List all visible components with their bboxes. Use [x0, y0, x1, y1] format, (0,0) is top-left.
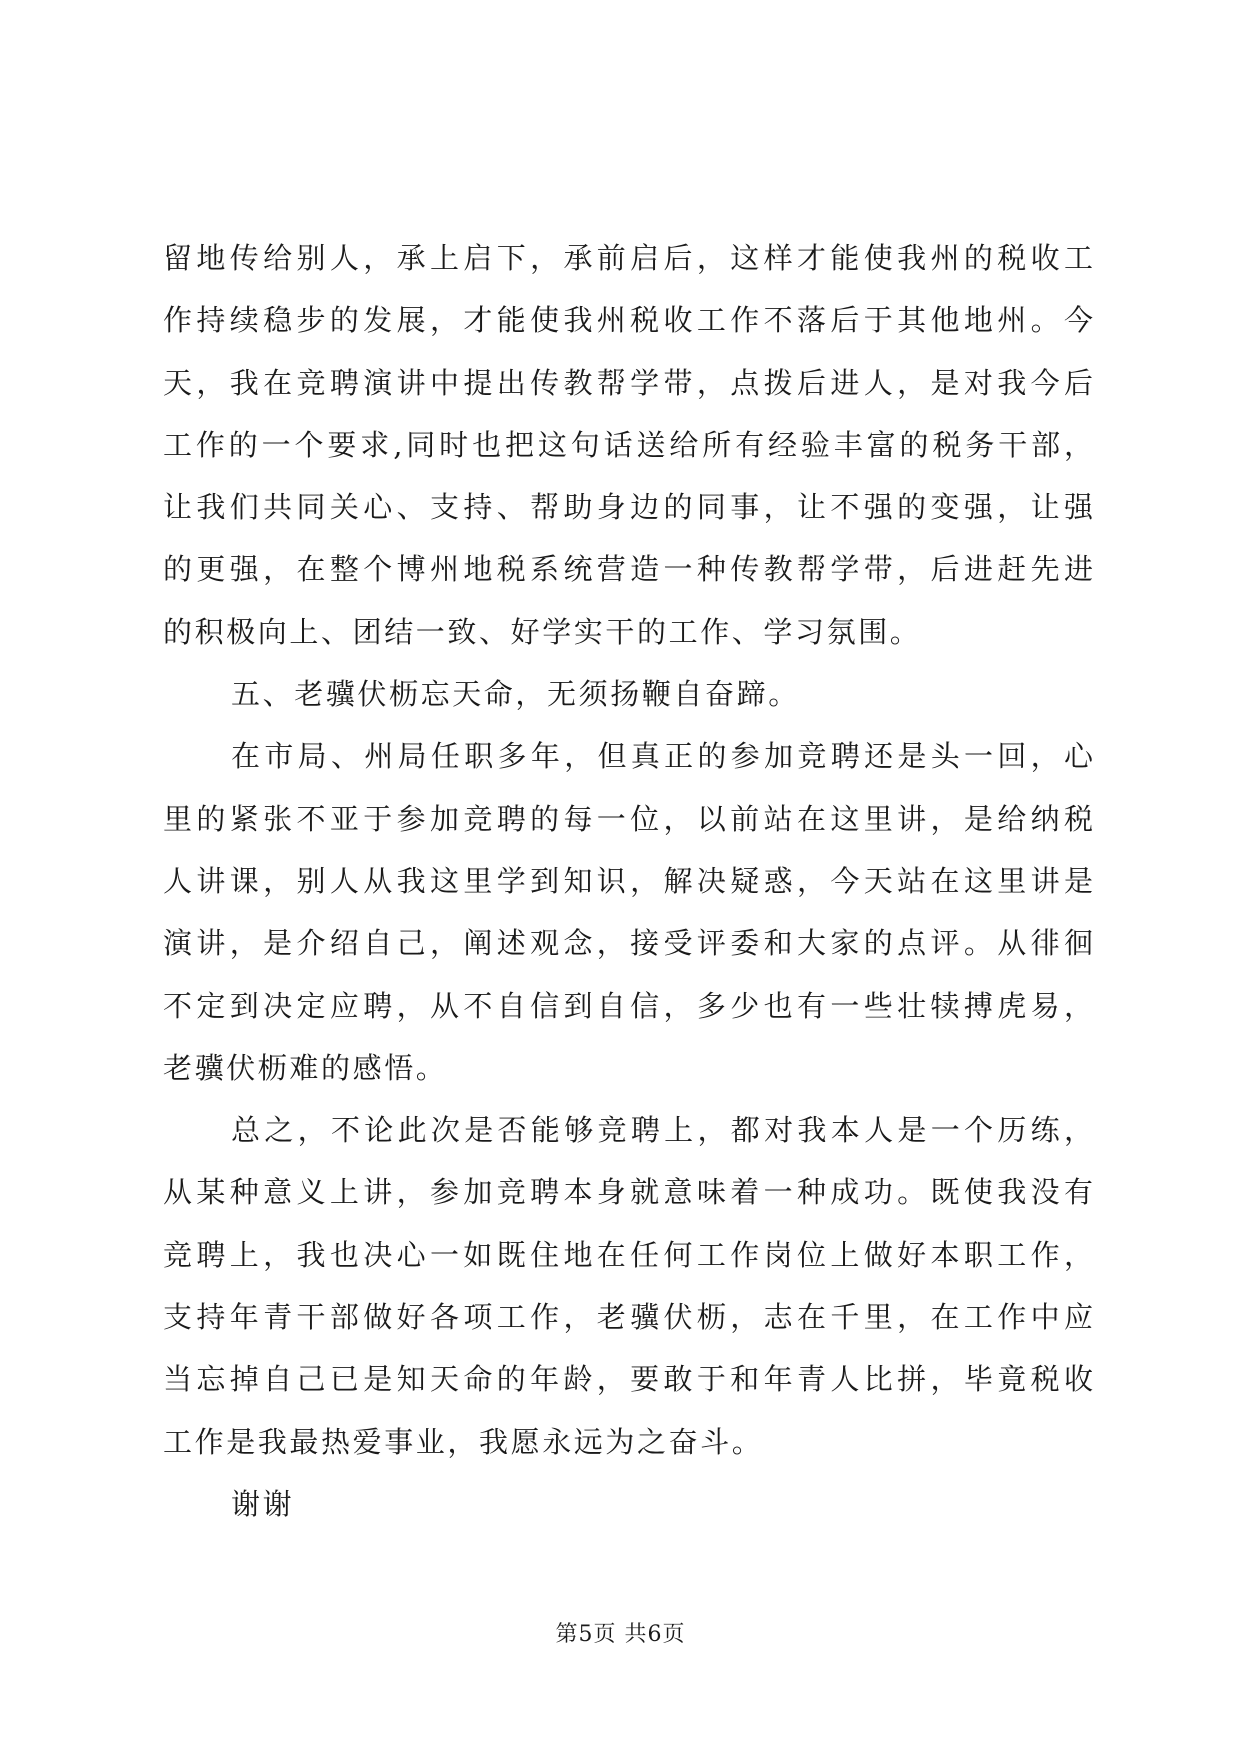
text-line: 工作的一个要求,同时也把这句话送给所有经验丰富的税务干部，	[163, 427, 1093, 462]
page-number-footer: 第5页 共6页	[555, 1622, 686, 1647]
text-line: 五、老骥伏枥忘天命，无须扬鞭自奋蹄。	[231, 677, 800, 712]
text-line: 天，我在竞聘演讲中提出传教帮学带，点拨后进人，是对我今后	[163, 365, 1093, 400]
text-line: 的积极向上、团结一致、好学实干的工作、学习氛围。	[163, 614, 922, 649]
text-line: 支持年青干部做好各项工作，老骥伏枥，志在千里，在工作中应	[163, 1300, 1093, 1335]
text-line: 里的紧张不亚于参加竞聘的每一位，以前站在这里讲，是给纳税	[163, 801, 1093, 836]
text-line: 当忘掉自己已是知天命的年龄，要敢于和年青人比拼，毕竟税收	[163, 1362, 1093, 1397]
body-text	[163, 227, 1093, 1535]
text-line: 竞聘上，我也决心一如既住地在任何工作岗位上做好本职工作，	[163, 1237, 1093, 1272]
text-line: 人讲课，别人从我这里学到知识，解决疑惑，今天站在这里讲是	[163, 863, 1093, 898]
text-line: 谢谢	[231, 1486, 295, 1521]
text-line: 工作是我最热爱事业，我愿永远为之奋斗。	[163, 1424, 764, 1459]
text-line: 从某种意义上讲，参加竞聘本身就意味着一种成功。既使我没有	[163, 1175, 1093, 1210]
text-line: 作持续稳步的发展，才能使我州税收工作不落后于其他地州。今	[163, 303, 1093, 338]
text-line: 不定到决定应聘，从不自信到自信，多少也有一些壮犊搏虎易，	[163, 988, 1093, 1023]
text-line: 总之，不论此次是否能够竞聘上，都对我本人是一个历练，	[231, 1113, 1093, 1148]
text-line: 在市局、州局任职多年，但真正的参加竞聘还是头一回，心	[231, 739, 1093, 774]
text-line: 留地传给别人，承上启下，承前启后，这样才能使我州的税收工	[163, 241, 1093, 275]
text-line: 的更强，在整个博州地税系统营造一种传教帮学带，后进赶先进	[163, 552, 1093, 587]
text-line: 演讲，是介绍自己，阐述观念，接受评委和大家的点评。从徘徊	[163, 926, 1093, 961]
text-line: 老骥伏枥难的感悟。	[163, 1050, 448, 1085]
text-line: 让我们共同关心、支持、帮助身边的同事，让不强的变强，让强	[163, 490, 1093, 525]
